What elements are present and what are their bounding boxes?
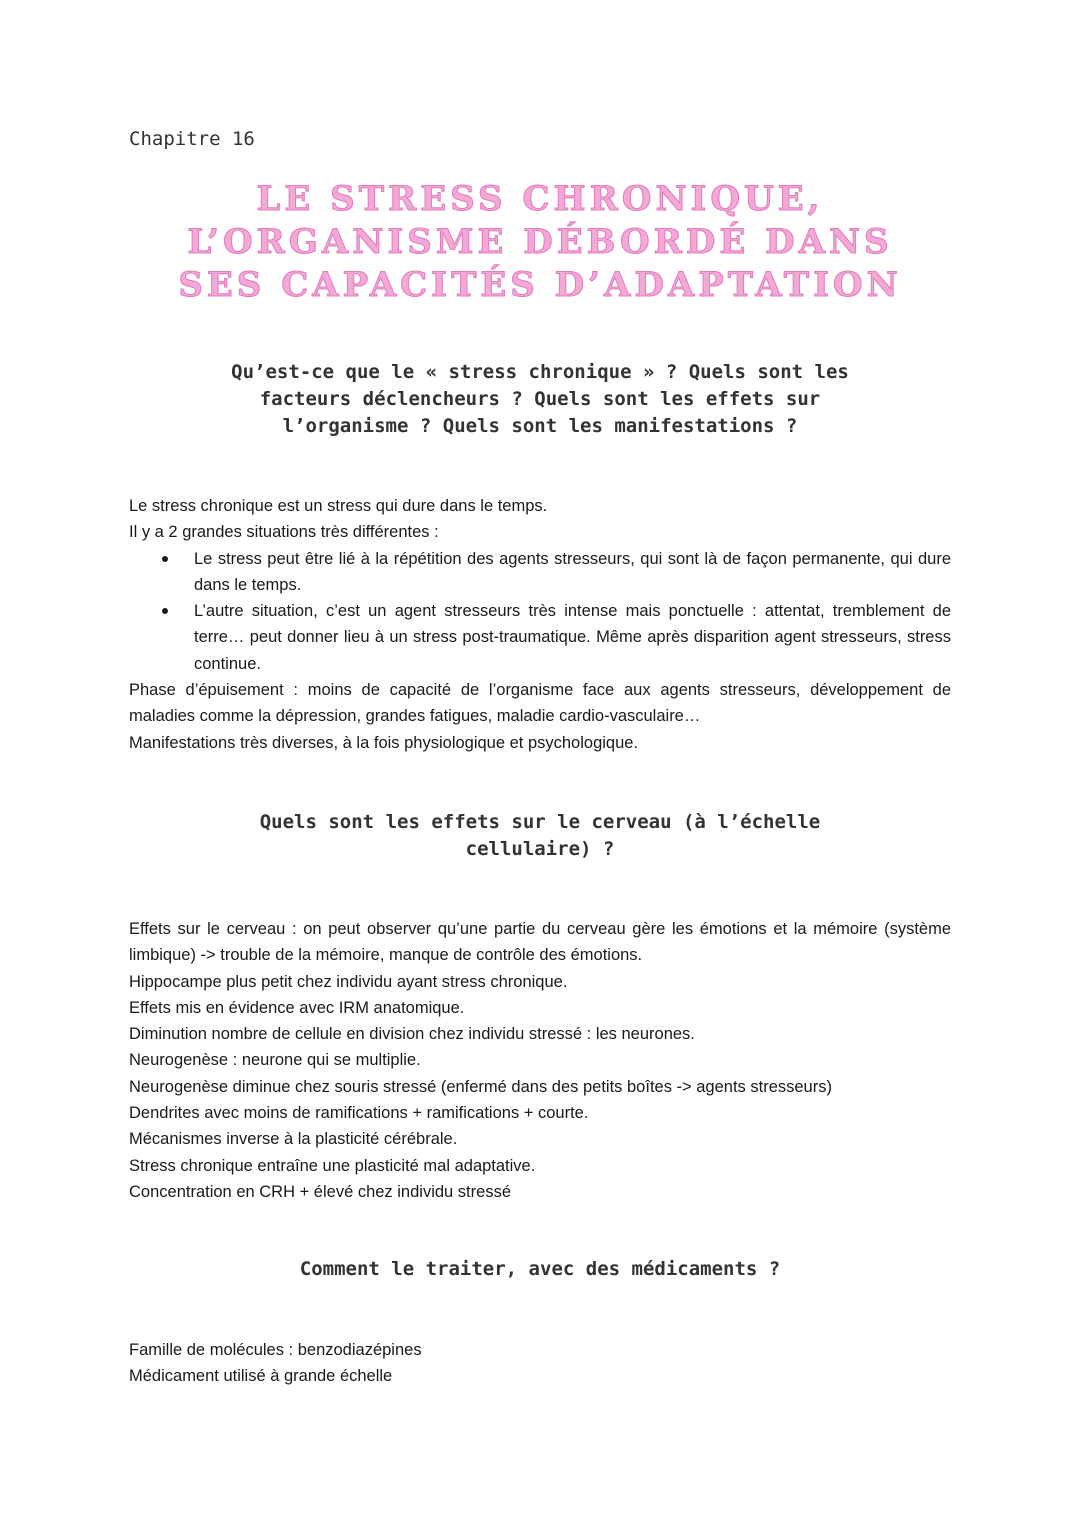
title-line: L’ORGANISME DÉBORDÉ DANS (187, 222, 893, 262)
question-line: Comment le traiter, avec des médicaments ? (299, 1258, 781, 1280)
paragraph: Neurogenèse diminue chez souris stressé (enfermé dans des petits boîtes -> agents stresseurs) (129, 1077, 832, 1096)
question-line: Qu’est-ce que le « stress chronique » ? Quels sont les (231, 361, 849, 383)
paragraph: Diminution nombre de cellule en division chez individu stressé : les neurones. (129, 1025, 695, 1044)
paragraph: Stress chronique entraîne une plasticité mal adaptative. (129, 1156, 536, 1175)
paragraph: Manifestations très diverses, à la fois physiologique et psychologique. (129, 733, 639, 752)
section-question-1 (140, 359, 940, 440)
title-line: SES CAPACITÉS D’ADAPTATION (178, 265, 902, 305)
section-question-2 (140, 809, 940, 863)
paragraph: Dendrites avec moins de ramifications + ramifications + courte. (129, 1104, 589, 1123)
paragraph: Neurogenèse : neurone qui se multiplie. (129, 1051, 421, 1070)
paragraph: Mécanismes inverse à la plasticité cérébrale. (129, 1130, 458, 1149)
title-line: LE STRESS CHRONIQUE, (256, 179, 824, 219)
question-line: facteurs déclencheurs ? Quels sont les effets sur (259, 388, 821, 410)
section-body-1 (129, 493, 951, 756)
paragraph: Il y a 2 grandes situations très différentes : (129, 523, 439, 542)
section-body-3 (129, 1337, 951, 1390)
paragraph: Phase d’épuisement : moins de capacité de l’organisme face aux agents stresseurs, développement de maladies comme la dépression, grandes fatigues, maladie cardio-vasculaire… (129, 681, 951, 726)
bullet-list (129, 546, 951, 677)
question-line: Quels sont les effets sur le cerveau (à l’échelle (259, 811, 821, 833)
section-question-3 (140, 1256, 940, 1283)
list-item: L’autre situation, c’est un agent stresseurs très intense mais ponctuelle : attentat, tremblement de terre… peut donner lieu à un stress post-traumatique. Même après disparition agent stresseurs, stress continue. (129, 598, 951, 677)
paragraph: Effets sur le cerveau : on peut observer qu’une partie du cerveau gère les émotions et la mémoire (système limbique) -> trouble de la mémoire, manque de contrôle des émotions. (129, 920, 951, 965)
paragraph: Le stress chronique est un stress qui dure dans le temps. (129, 497, 548, 515)
paragraph: Effets mis en évidence avec IRM anatomique. (129, 998, 465, 1017)
paragraph: Hippocampe plus petit chez individu ayant stress chronique. (129, 972, 568, 991)
paragraph: Concentration en CRH + élevé chez individu stressé (129, 1182, 511, 1201)
paragraph: Médicament utilisé à grande échelle (129, 1367, 393, 1386)
list-item: Le stress peut être lié à la répétition des agents stresseurs, qui sont là de façon permanente, qui dure dans le temps. (129, 546, 951, 599)
question-line: cellulaire) ? (465, 838, 615, 860)
question-line: l’organisme ? Quels sont les manifestations ? (282, 415, 798, 437)
page-title (120, 178, 960, 307)
chapter-label: Chapitre 16 (129, 128, 255, 150)
section-body-2 (129, 916, 951, 1205)
paragraph: Famille de molécules : benzodiazépines (129, 1341, 422, 1359)
